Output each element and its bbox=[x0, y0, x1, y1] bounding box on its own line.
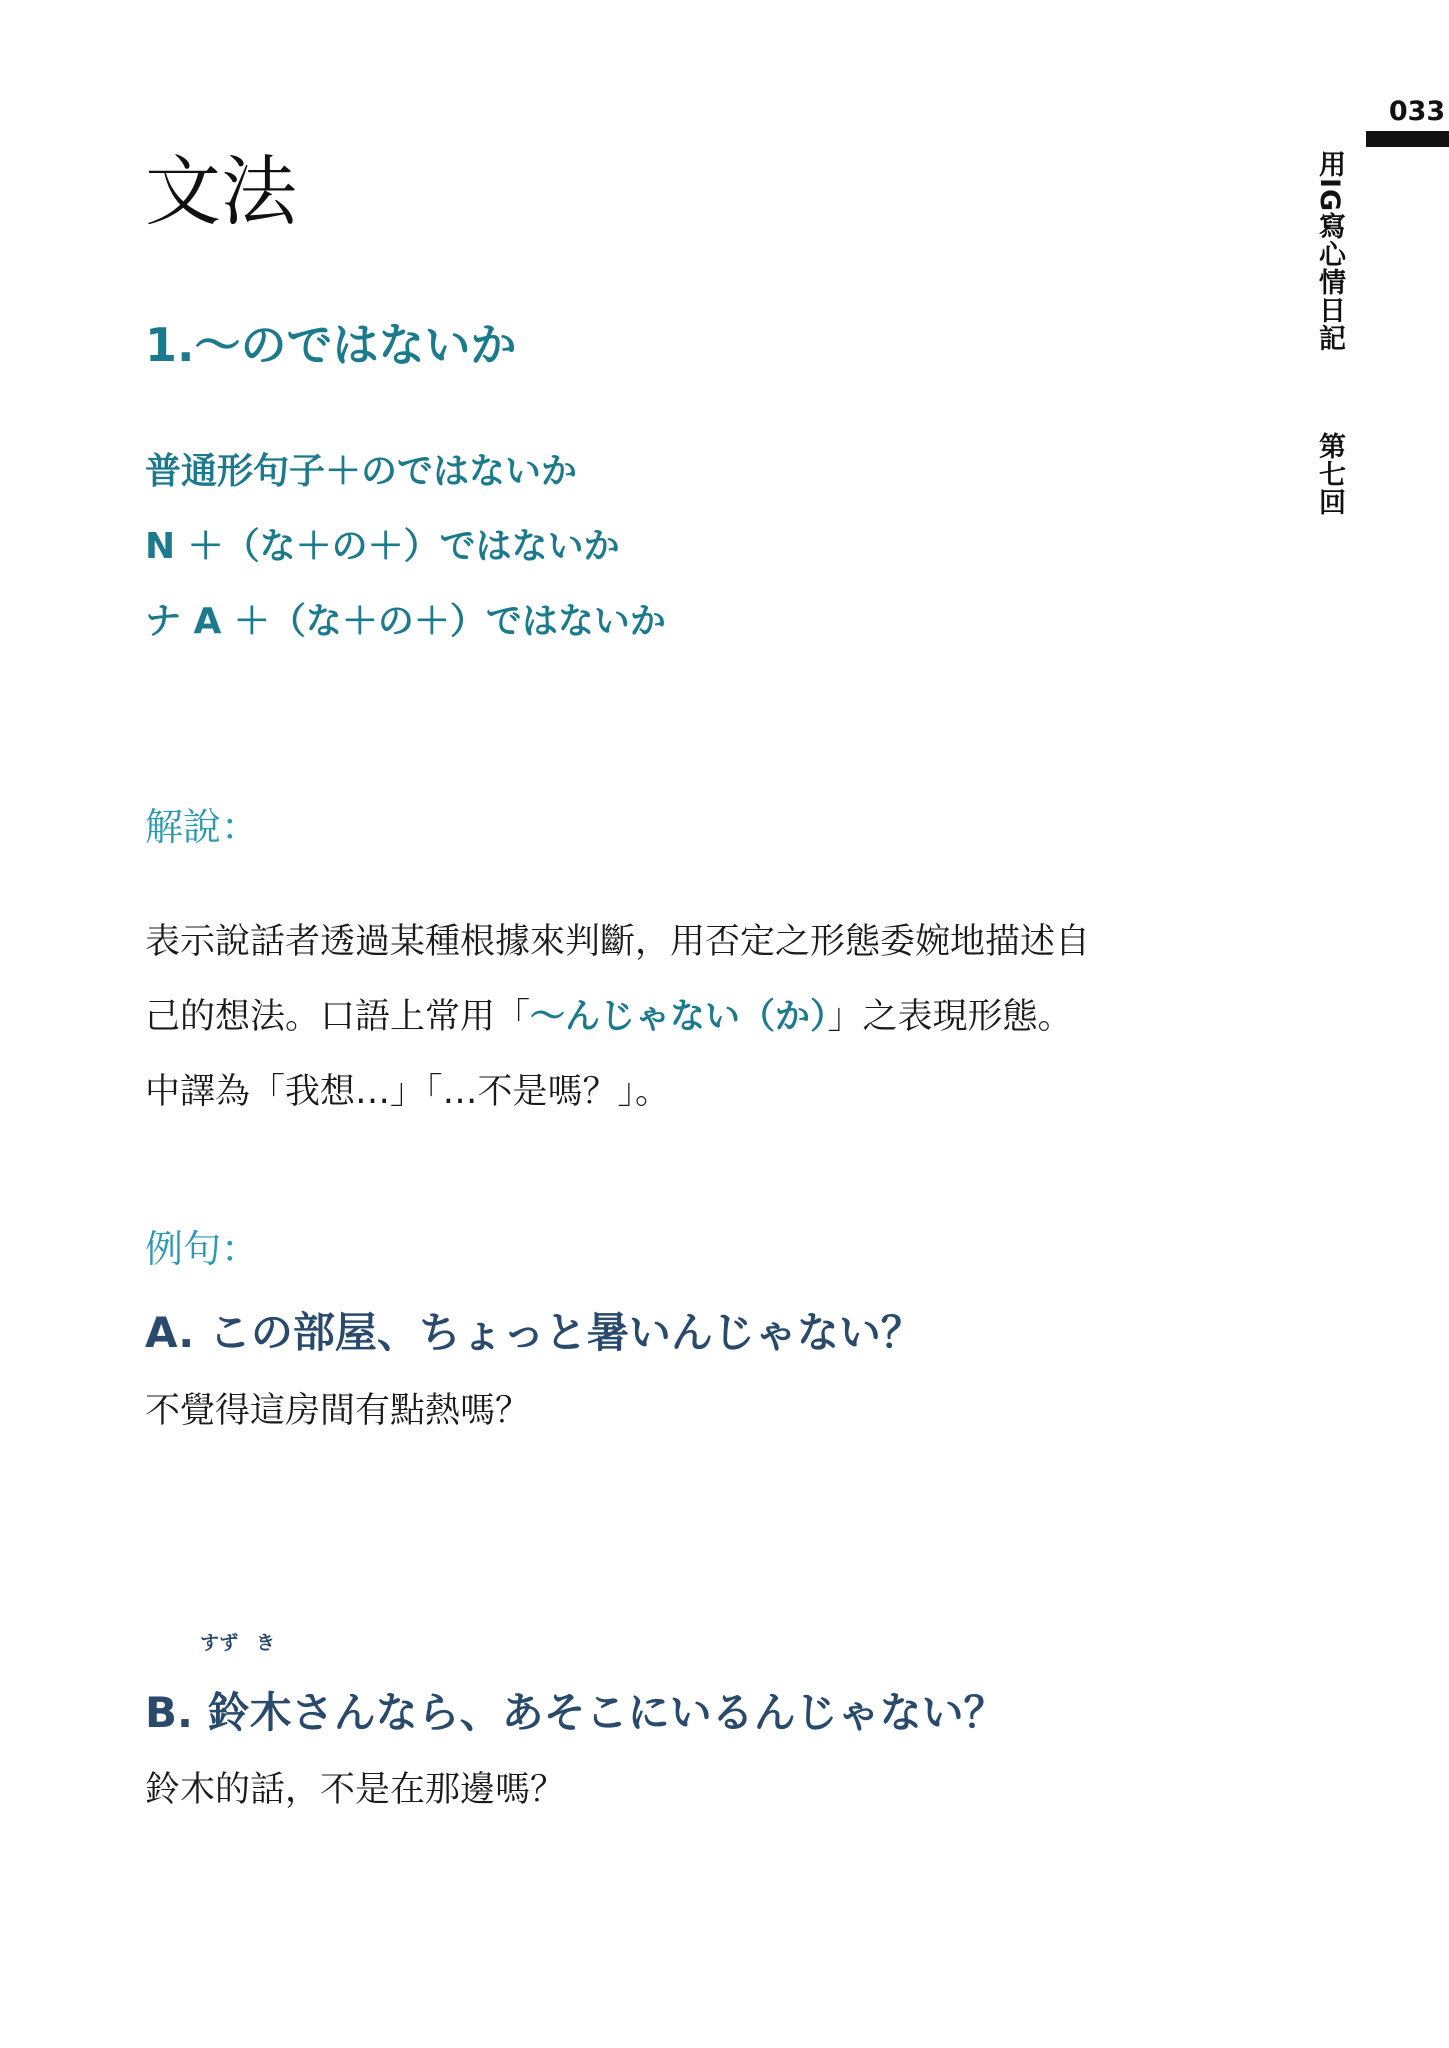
grammar-heading: 1.～のではないか bbox=[145, 318, 517, 372]
explanation-text bbox=[145, 912, 1205, 1137]
explanation-line bbox=[145, 987, 1205, 1062]
grammar-pattern: 普通形句子＋のではないか bbox=[145, 451, 578, 492]
explanation-label: 解說： bbox=[145, 805, 260, 849]
example-b-japanese: B. 鈴木さんなら、あそこにいるんじゃない？ bbox=[145, 1688, 1006, 1737]
side-header bbox=[1310, 150, 1349, 516]
side-chapter: 第七回 bbox=[1314, 432, 1345, 517]
explanation-text-segment: 己的想法。口語上常用「 bbox=[145, 997, 531, 1037]
page-number-bar bbox=[1366, 131, 1449, 147]
example-b-chinese: 鈴木的話，不是在那邊嗎？ bbox=[145, 1770, 566, 1810]
grammar-pattern: ナ A ＋（な＋の＋）ではないか bbox=[145, 601, 666, 642]
page-title: 文法 bbox=[145, 147, 297, 236]
examples-label: 例句： bbox=[145, 1227, 260, 1271]
grammar-patterns bbox=[145, 446, 666, 671]
explanation-line: 中譯為「我想…」「…不是嗎？」。 bbox=[145, 1072, 671, 1112]
page-number: 033 bbox=[1388, 96, 1446, 127]
explanation-highlight: ～んじゃない（か） bbox=[530, 997, 828, 1037]
grammar-pattern: N ＋（な＋の＋）ではないか bbox=[145, 526, 620, 567]
example-a-japanese: A. この部屋、ちょっと暑いんじゃない？ bbox=[145, 1308, 923, 1357]
furigana-suzu: すず bbox=[200, 1632, 239, 1654]
furigana-ki: き bbox=[256, 1632, 276, 1654]
explanation-line: 表示說話者透過某種根據來判斷，用否定之形態委婉地描述自 bbox=[145, 922, 1091, 962]
explanation-text-segment: 」之表現形態。 bbox=[827, 997, 1073, 1037]
side-book-title: 用IG寫心情日記 bbox=[1314, 150, 1345, 353]
example-a-chinese: 不覺得這房間有點熱嗎？ bbox=[145, 1391, 531, 1431]
